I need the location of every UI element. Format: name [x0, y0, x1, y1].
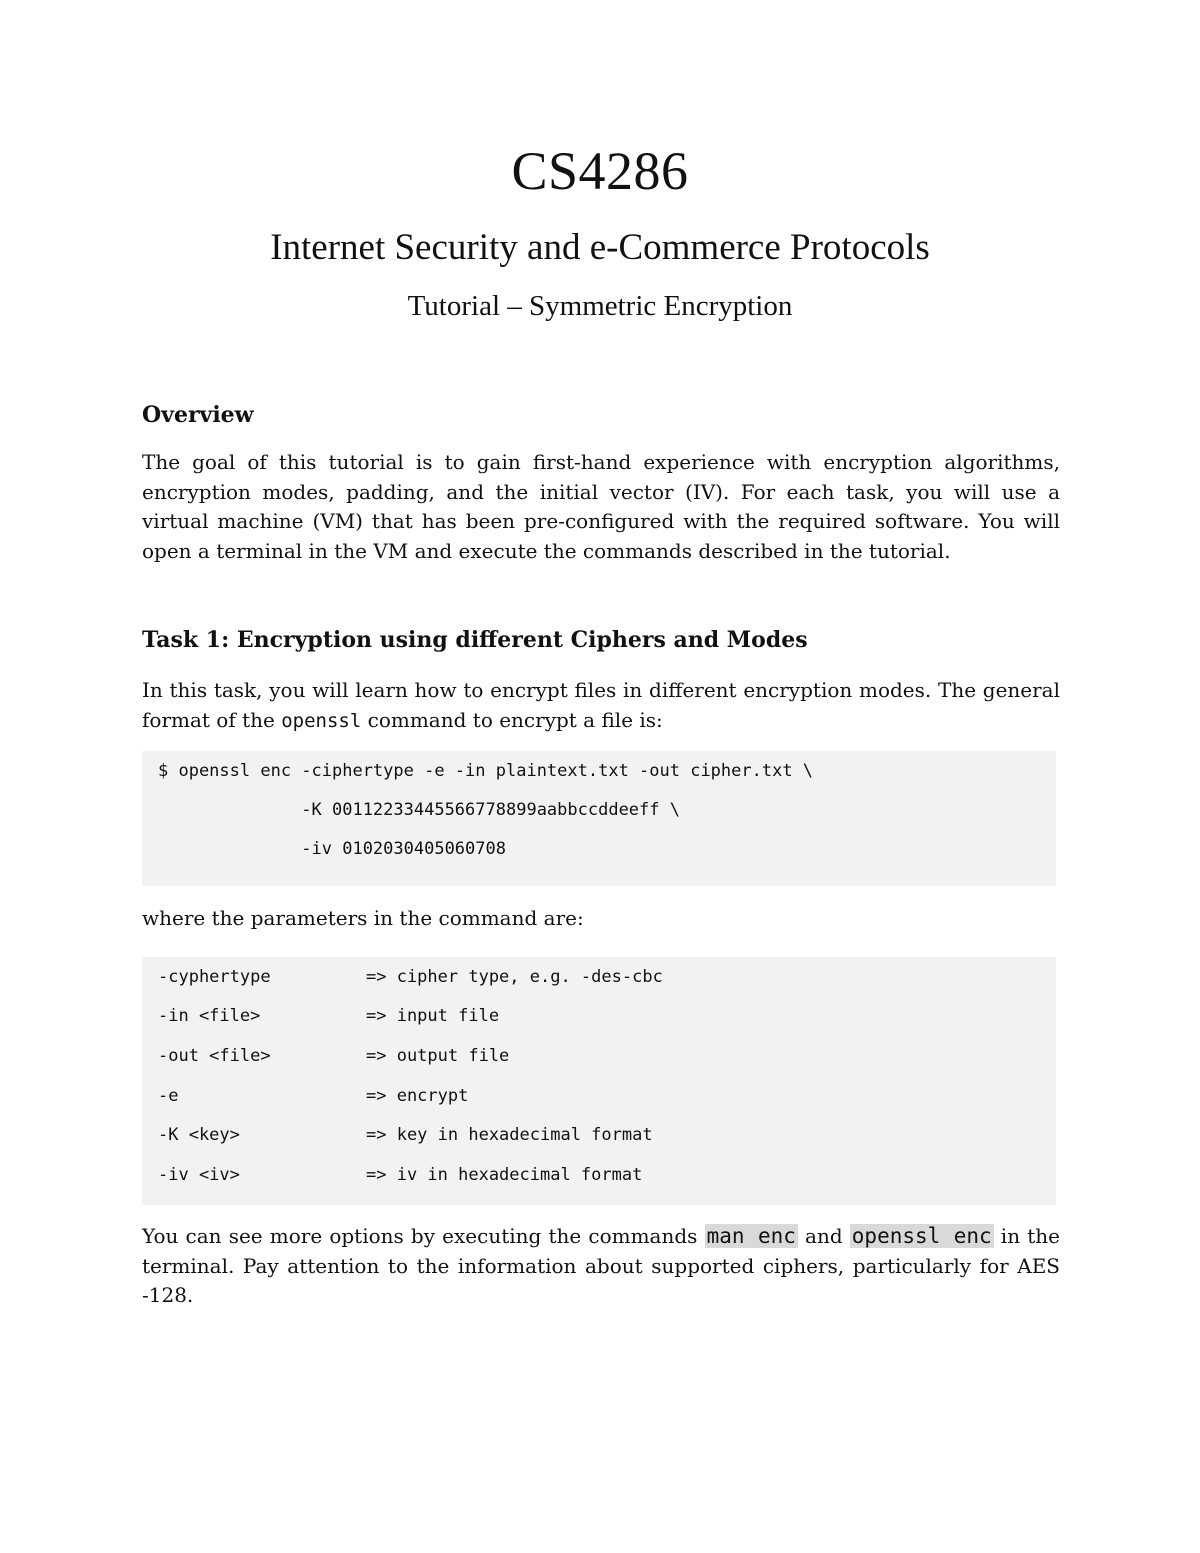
task1-heading: Task 1: Encryption using different Ciphers and Modes [142, 627, 808, 653]
param-desc: => encrypt [366, 1086, 469, 1106]
man-enc-inline-code: man enc [706, 1224, 796, 1248]
more-mid: and [797, 1224, 850, 1248]
param-desc: => output file [366, 1046, 510, 1066]
command-line: -iv 0102030405060708 [158, 839, 506, 859]
param-flag: -K <key> [158, 1125, 240, 1145]
tutorial-title: Tutorial – Symmetric Encryption [407, 290, 793, 322]
param-flag: -e [158, 1086, 179, 1106]
param-desc: => iv in hexadecimal format [366, 1165, 643, 1185]
task1-intro-after: command to encrypt a file is: [361, 707, 663, 732]
more-after: in the terminal. Pay attention to the information about supported ciphers, particularly for AES -128. [142, 1224, 1060, 1307]
command-line: $ openssl enc -ciphertype -e -in plaintext.txt -out cipher.txt \ [158, 761, 814, 781]
overview-heading: Overview [142, 402, 254, 428]
param-desc: => input file [366, 1006, 500, 1026]
task1-intro-before: In this task, you will learn how to encrypt files in different encryption modes. The general format of the [142, 678, 1060, 732]
overview-paragraph: The goal of this tutorial is to gain first-hand experience with encryption algorithms, encryption modes, padding, and the initial vector (IV). For each task, you will use a virtual machine (VM) that has been pre-configured with the required software. You will open a terminal in the VM and execute the commands described in the tutorial. [142, 450, 1060, 563]
command-line: -K 00112233445566778899aabbccddeeff \ [158, 800, 680, 820]
param-flag: -iv <iv> [158, 1165, 240, 1185]
course-title: Internet Security and e-Commerce Protocols [270, 227, 930, 268]
param-flag: -in <file> [158, 1006, 261, 1026]
task1-intro-paragraph [142, 676, 1060, 736]
command-code-block [142, 751, 1056, 886]
openssl-enc-inline-code: openssl enc [851, 1224, 992, 1248]
more-options-paragraph [142, 1222, 1060, 1311]
param-flag: -out <file> [158, 1046, 271, 1066]
parameters-code-block [142, 957, 1056, 1205]
param-desc: => key in hexadecimal format [366, 1125, 653, 1145]
where-paragraph: where the parameters in the command are: [142, 906, 584, 930]
course-code: CS4286 [511, 141, 689, 201]
more-before: You can see more options by executing the commands [142, 1224, 705, 1248]
openssl-inline-code: openssl [281, 709, 362, 732]
param-desc: => cipher type, e.g. -des-cbc [366, 967, 663, 987]
param-flag: -cyphertype [158, 967, 271, 987]
